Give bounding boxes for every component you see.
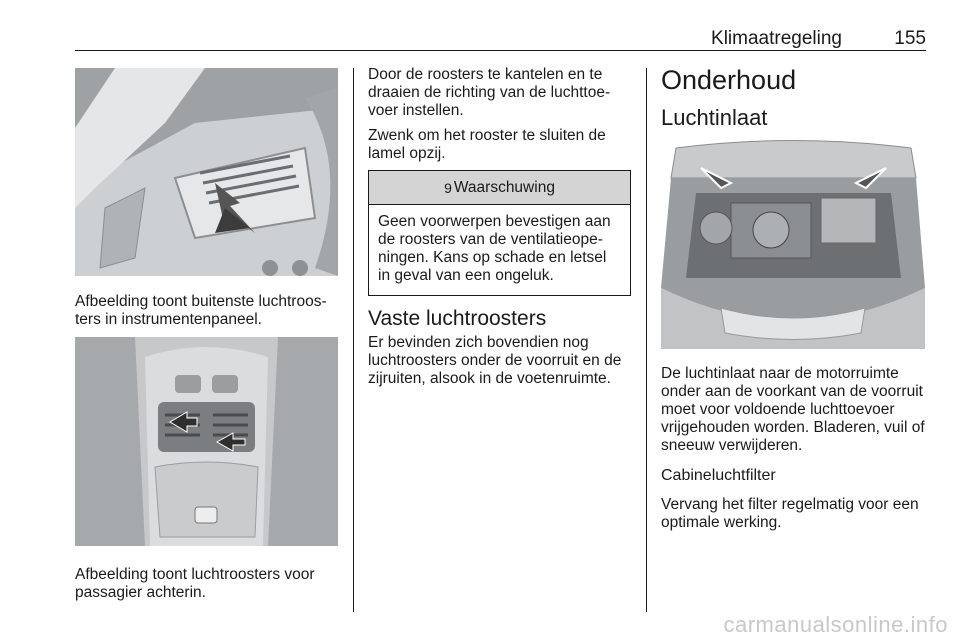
middle-paragraph-1: Door de roosters te kantelen en te draaien de richting van de luchttoe-voer instellen. bbox=[368, 66, 611, 119]
warning-box bbox=[368, 170, 631, 296]
warning-icon: 9 bbox=[444, 179, 452, 196]
figure2-caption: Afbeelding toont luchtroosters voor passagier achterin. bbox=[75, 566, 315, 601]
right-paragraph-1: De luchtinlaat naar de motorruimte onder aan de voorkant van de voorruit moet voor voldoende luchttoevoer vrijgehouden worden. Bladeren, vuil of sneeuw verwijderen. bbox=[661, 365, 925, 454]
subheading-cabineluchtfilter: Cabineluchtfilter bbox=[661, 467, 776, 484]
page-number: 155 bbox=[894, 28, 926, 49]
figure-rear-vents bbox=[75, 337, 338, 546]
warning-header bbox=[369, 171, 630, 205]
watermark: carmanualsonline.info bbox=[723, 612, 948, 637]
warning-body: Geen voorwerpen bevestigen aan de roosters van de ventilatieope-ningen. Kans op schade en letsel in geval van een ongeluk. bbox=[378, 213, 611, 284]
column-divider-right bbox=[646, 68, 647, 612]
column-divider-left bbox=[353, 68, 354, 612]
middle-section-body: Er bevinden zich bovendien nog luchtroosters onder de voorruit en de zijruiten, alsook in de voetenruimte. bbox=[368, 334, 622, 387]
figure1-caption: Afbeelding toont buitenste luchtroos- ters in instrumentenpaneel. bbox=[75, 293, 327, 328]
page-header bbox=[75, 26, 926, 50]
page-title: Klimaatregeling bbox=[711, 28, 842, 49]
header-rule bbox=[75, 50, 926, 51]
middle-paragraph-2: Zwenk om het rooster te sluiten de lamel opzij. bbox=[368, 127, 606, 162]
figure-dashboard-vent bbox=[75, 68, 338, 276]
warning-title: Waarschuwing bbox=[453, 178, 555, 196]
chapter-heading: Onderhoud bbox=[661, 65, 797, 95]
right-paragraph-2: Vervang het filter regelmatig voor een optimale werking. bbox=[661, 496, 919, 531]
section-heading-luchtinlaat: Luchtinlaat bbox=[661, 105, 768, 130]
figure-engine-bay bbox=[661, 138, 925, 349]
section-heading-vaste-luchtroosters: Vaste luchtroosters bbox=[368, 307, 547, 330]
